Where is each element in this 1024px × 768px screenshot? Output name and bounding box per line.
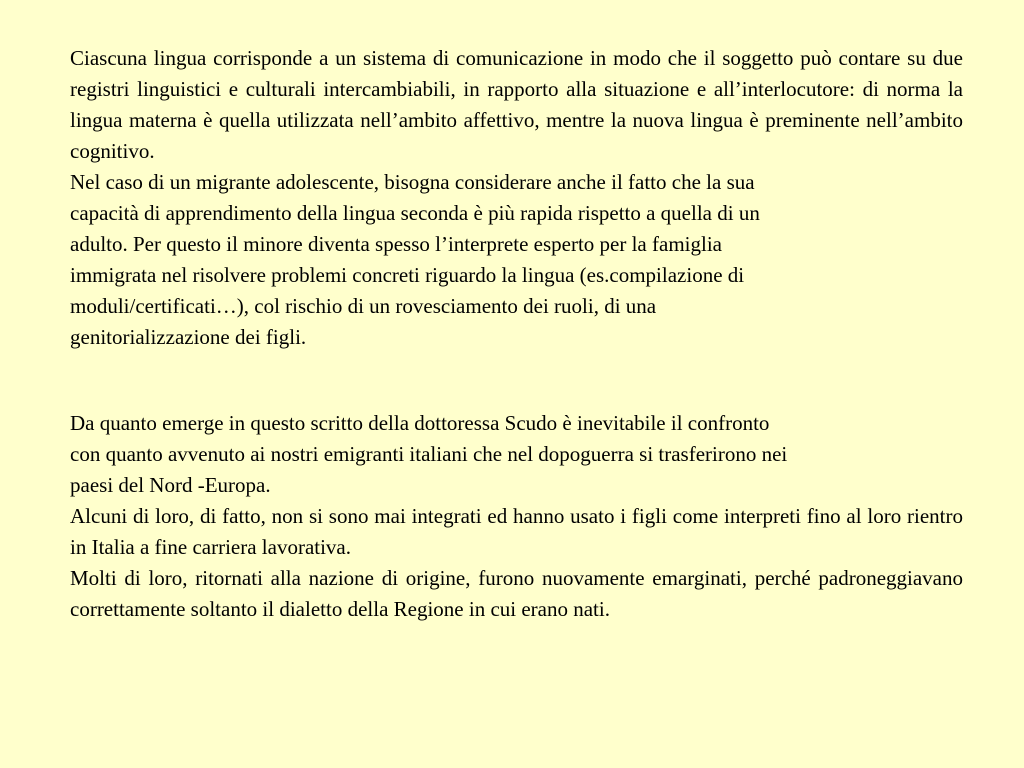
paragraph-language-registers: Ciascuna lingua corrisponde a un sistema di comunicazione in modo che il soggetto può contare su due registri linguistici e culturali intercambiabili, in rapporto alla situazione e all’interlocutore: di norma la lingua materna è quella utilizzata nell’ambito affettivo, mentre la nuova lingua è preminente nell’ambito cognitivo.	[70, 46, 963, 163]
paragraph-marginalized-returnees: Molti di loro, ritornati alla nazione di origine, furono nuovamente emarginati, perché padroneggiavano correttamente soltanto il dialetto della Regione in cui erano nati.	[70, 566, 963, 621]
paragraph-comparison-emigrants: Da quanto emerge in questo scritto della dottoressa Scudo è inevitabile il confronto con quanto avvenuto ai nostri emigranti italiani che nel dopoguerra si trasferirono nei paesi del Nord -Europa.	[70, 411, 788, 497]
paragraph-adolescent-migrant: Nel caso di un migrante adolescente, bisogna considerare anche il fatto che la sua capacità di apprendimento della lingua seconda è più rapida rispetto a quella di un adulto. Per questo il minore diventa spesso l’interprete esperto per la famiglia immigrata nel risolvere problemi concreti riguardo la lingua (es.compilazione di moduli/certificati…), col rischio di un rovesciamento dei ruoli, di una genitorializzazione dei figli.	[70, 170, 760, 349]
top-text-block	[70, 43, 963, 353]
bottom-text-block	[70, 408, 963, 625]
paragraph-children-as-interpreters: Alcuni di loro, di fatto, non si sono mai integrati ed hanno usato i figli come interpreti fino al loro rientro in Italia a fine carriera lavorativa.	[70, 504, 963, 559]
